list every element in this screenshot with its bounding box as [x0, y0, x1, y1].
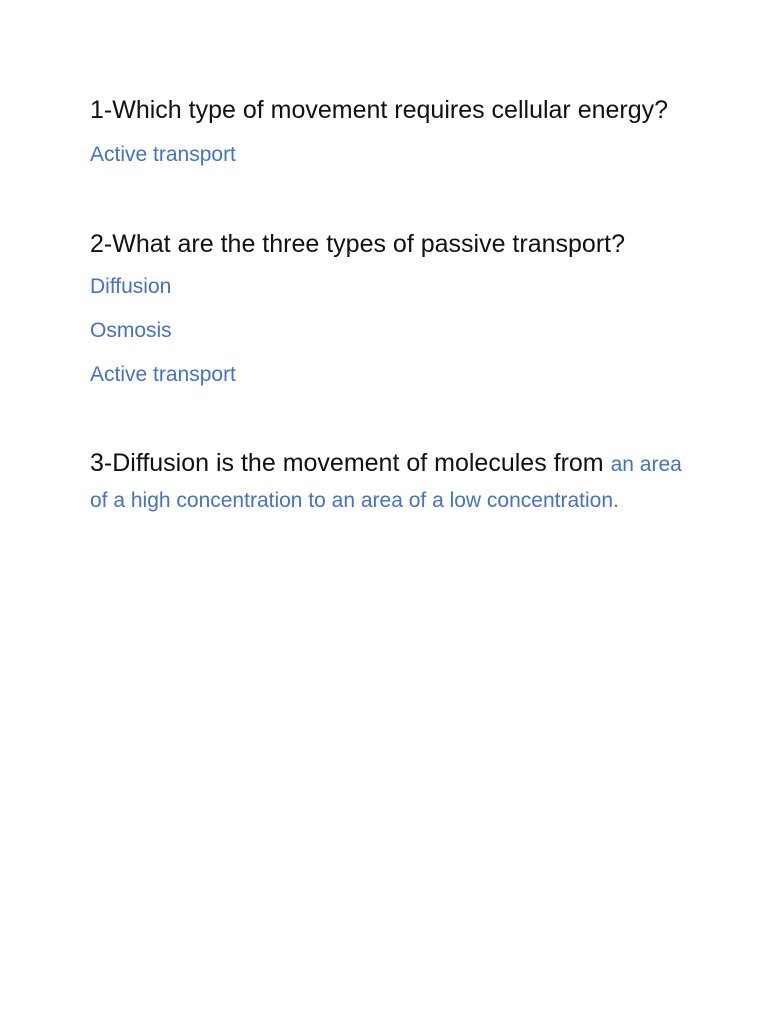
answer-3: an area of a high concentration to an area of a low concentration.	[90, 453, 682, 512]
question-1: 1-Which type of movement requires cellular energy?	[90, 96, 669, 124]
question-3-text: 3-Diffusion is the movement of molecules from	[90, 449, 604, 477]
worksheet-page	[90, 92, 690, 518]
answer-2-item: Osmosis	[90, 319, 172, 342]
answer-list-2	[90, 273, 690, 389]
answer-2-item: Diffusion	[90, 275, 172, 298]
question-3	[90, 446, 690, 518]
answer-2-item: Active transport	[90, 363, 236, 386]
answer-1: Active transport	[90, 143, 236, 166]
question-2: 2-What are the three types of passive transport?	[90, 230, 625, 258]
